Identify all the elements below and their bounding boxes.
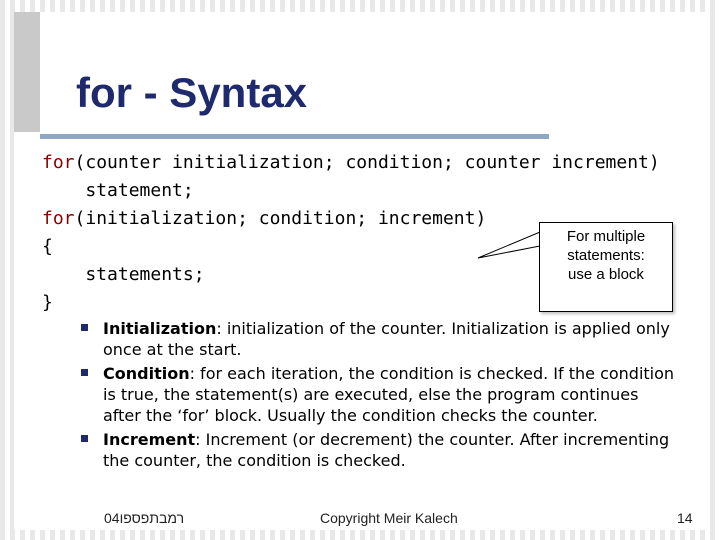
term-description: : initialization of the counter. Initialization is applied only once at the start.	[103, 319, 670, 359]
callout-pointer	[470, 226, 542, 262]
footer-date: רמבתפספו04	[104, 510, 185, 526]
callout-line-3: use a block	[568, 266, 644, 283]
code-text: (counter initialization; condition; counter increment)	[74, 152, 660, 173]
callout-line-1: For multiple	[566, 228, 646, 245]
code-line-2: statement;	[42, 180, 194, 201]
code-text: (initialization; condition; increment)	[74, 208, 487, 229]
term-description: : Increment (or decrement) the counter. After incrementing the counter, the condition is checked.	[103, 430, 670, 470]
footer-copyright: Copyright Meir Kalech	[320, 510, 458, 526]
definition-list	[81, 318, 681, 474]
keyword-for: for	[42, 208, 75, 229]
page-number: 14	[677, 510, 693, 526]
code-line-5: statements;	[42, 264, 205, 285]
callout-box	[539, 222, 673, 312]
bullet-initialization	[81, 318, 681, 360]
callout-line-2: statements:	[567, 247, 645, 264]
square-bullet-icon	[81, 369, 88, 376]
code-line-4: {	[42, 236, 53, 257]
code-line-1	[42, 154, 660, 172]
term-description: : for each iteration, the condition is checked. If the condition is true, the statement(s) are executed, else the program continues after the ‘for’ block. Usually the condition checks the counter.	[103, 364, 675, 425]
code-line-6: }	[42, 292, 53, 313]
keyword-for: for	[42, 152, 75, 173]
term-label: Increment	[103, 430, 196, 449]
bullet-condition	[81, 363, 681, 426]
slide-title: for - Syntax	[76, 69, 308, 116]
code-line-3	[42, 210, 486, 228]
square-bullet-icon	[81, 435, 88, 442]
title-underline	[40, 134, 549, 139]
bullet-increment	[81, 429, 681, 471]
title-accent-bar	[14, 12, 40, 132]
square-bullet-icon	[81, 324, 88, 331]
term-label: Condition	[103, 364, 190, 383]
term-label: Initialization	[103, 319, 217, 338]
